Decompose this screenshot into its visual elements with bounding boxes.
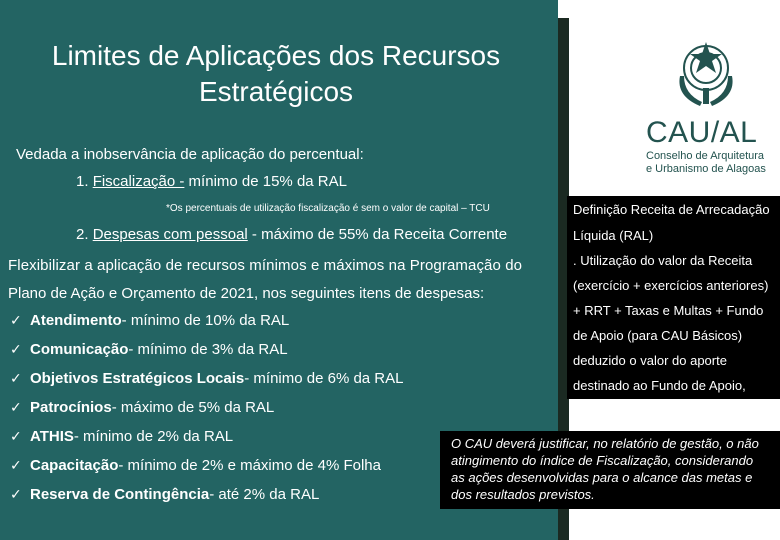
receita-line: deduzido o valor do aporte xyxy=(573,353,727,368)
bullet-label: ATHIS xyxy=(30,428,74,445)
receita-line: (exercício + exercícios anteriores) xyxy=(573,278,769,293)
note-line: atingimento do índice de Fiscalização, considerando xyxy=(451,453,754,468)
list-item xyxy=(10,312,404,341)
brand-subtitle-line-1: Conselho de Arquitetura xyxy=(646,150,765,162)
item-number: 1. xyxy=(76,173,93,190)
coat-of-arms-icon xyxy=(666,36,746,116)
item-label: Despesas com pessoal xyxy=(92,226,248,243)
intro-text: Vedada a inobservância de aplicação do percentual: xyxy=(16,146,364,163)
bullet-text: - mínimo de 2% da RAL xyxy=(73,428,234,445)
bullet-label: Objetivos Estratégicos Locais xyxy=(30,370,245,387)
checkmark-icon: ✓ xyxy=(10,428,22,444)
bullet-text: - máximo de 5% da RAL xyxy=(111,399,275,416)
flex-text-line-2: Plano de Ação e Orçamento de 2021, nos seguintes itens de despesas: xyxy=(8,285,485,302)
note-line: O CAU deverá justificar, no relatório de gestão, o não xyxy=(451,436,759,451)
receita-line: destinado ao Fundo de Apoio, xyxy=(573,378,746,393)
receita-line: de Apoio (para CAU Básicos) xyxy=(573,328,743,343)
receita-line: Definição Receita de Arrecadação xyxy=(573,202,770,217)
bullet-label: Capacitação xyxy=(30,457,119,474)
list-item xyxy=(10,341,404,370)
checkmark-icon: ✓ xyxy=(10,486,22,502)
item-text: mínimo de 15% da RAL xyxy=(184,173,347,190)
cau-al-logo xyxy=(640,36,780,176)
bullet-label: Reserva de Contingência xyxy=(30,486,210,503)
slide-title xyxy=(10,38,542,110)
list-item xyxy=(10,399,404,428)
bullet-text: - mínimo de 6% da RAL xyxy=(244,370,404,387)
receita-line: . Utilização do valor da Receita xyxy=(573,253,753,268)
footnote: *Os percentuais de utilização fiscalização é sem o valor de capital – TCU xyxy=(166,203,490,214)
bullet-text: - até 2% da RAL xyxy=(209,486,320,503)
brand-name: CAU/AL xyxy=(646,116,758,149)
bullet-text: - mínimo de 10% da RAL xyxy=(121,312,290,329)
list-item xyxy=(10,370,404,399)
list-item xyxy=(10,428,404,457)
item-fiscalizacao xyxy=(76,173,347,190)
flex-text-line-1: Flexibilizar a aplicação de recursos mínimos e máximos na Programação do xyxy=(8,257,523,274)
item-label: Fiscalização - xyxy=(92,173,185,190)
title-line-2: Estratégicos xyxy=(198,76,354,107)
receita-definition-box xyxy=(567,196,780,399)
item-number: 2. xyxy=(76,226,93,243)
receita-line: + RRT + Taxas e Multas + Fundo xyxy=(573,303,764,318)
checkmark-icon: ✓ xyxy=(10,399,22,415)
item-text: - máximo de 55% da Receita Corrente xyxy=(247,226,508,243)
bullet-label: Comunicação xyxy=(30,341,129,358)
bullet-text: - mínimo de 3% da RAL xyxy=(128,341,288,358)
checkmark-icon: ✓ xyxy=(10,370,22,386)
bullet-label: Atendimento xyxy=(30,312,122,329)
checkmark-icon: ✓ xyxy=(10,341,22,357)
expense-bullet-list xyxy=(10,312,404,515)
note-line: as ações desenvolvidas para o alcance das metas e xyxy=(451,470,753,485)
checkmark-icon: ✓ xyxy=(10,457,22,473)
brand-subtitle-line-2: e Urbanismo de Alagoas xyxy=(646,163,766,175)
receita-line: Líquida (RAL) xyxy=(573,228,654,243)
item-despesas-pessoal xyxy=(76,226,507,243)
note-line: dos resultados previstos. xyxy=(451,487,595,502)
list-item xyxy=(10,457,404,486)
brand-subtitle xyxy=(646,150,766,176)
bullet-text: - mínimo de 2% e máximo de 4% Folha xyxy=(118,457,381,474)
justification-note-box xyxy=(440,431,780,509)
list-item xyxy=(10,486,404,515)
bullet-label: Patrocínios xyxy=(30,399,112,416)
title-line-1: Limites de Aplicações dos Recursos xyxy=(51,40,501,71)
checkmark-icon: ✓ xyxy=(10,312,22,328)
